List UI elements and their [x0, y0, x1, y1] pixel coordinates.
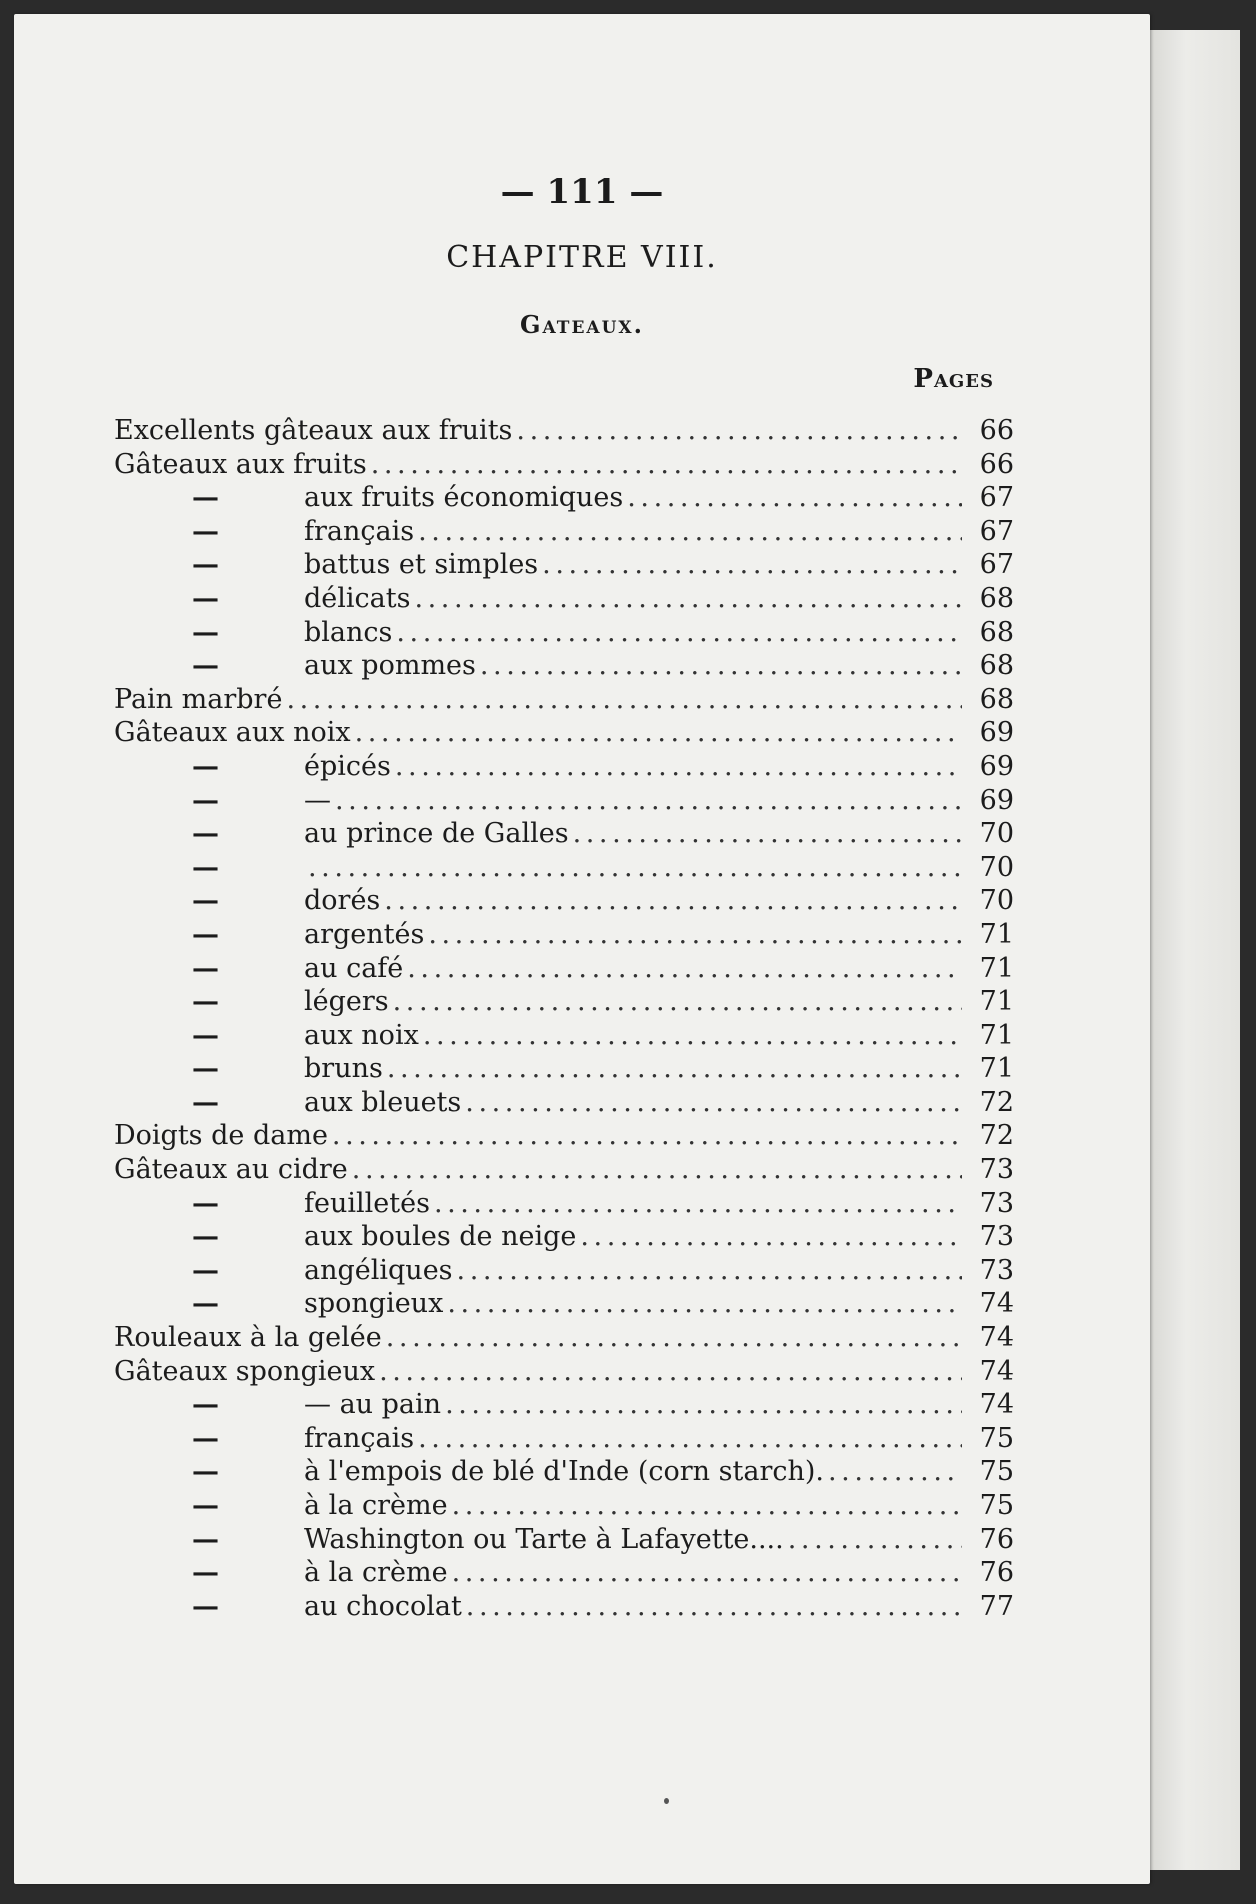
toc-entry [114, 582, 1014, 616]
toc-entry-label: français [304, 1422, 415, 1454]
toc-entry-label: bruns [304, 1053, 383, 1085]
toc-entry [114, 1422, 1014, 1456]
ditto-dash: — [192, 1053, 219, 1085]
dot-leader [573, 817, 962, 851]
toc-entry-page: 66 [979, 415, 1014, 446]
toc-entry-label: Pain marbré [114, 683, 283, 715]
dot-leader [447, 1287, 962, 1321]
dot-leader [387, 1052, 962, 1086]
dot-leader [355, 716, 962, 750]
toc-entry-label: français [304, 515, 415, 547]
book-page [14, 14, 1150, 1884]
dot-leader [434, 1187, 962, 1221]
toc-entry [114, 716, 1014, 750]
dot-leader [465, 1086, 962, 1120]
ditto-dash: — [192, 515, 219, 547]
toc-entry-label: légers [304, 986, 389, 1018]
toc-entry [114, 481, 1014, 515]
ditto-dash: — [192, 1456, 219, 1488]
toc-entry-label: spongieux [304, 1288, 444, 1320]
ditto-dash: — [192, 1288, 219, 1320]
toc-entry-label: feuilletés [304, 1187, 430, 1219]
toc-entry [114, 750, 1014, 784]
dot-leader [371, 448, 962, 482]
dot-leader [393, 985, 962, 1019]
ditto-dash: — [192, 1389, 219, 1421]
pages-column-header: Pages [913, 364, 994, 394]
toc-entry-page: 67 [979, 482, 1014, 514]
toc-entry [114, 918, 1014, 952]
dot-leader [384, 884, 962, 918]
dot-leader [457, 1254, 962, 1288]
toc-entry-label: Washington ou Tarte à Lafayette.... [304, 1523, 784, 1555]
page-number: — 111 — [500, 172, 664, 212]
toc-entry-label: dorés [304, 885, 381, 917]
toc-entry [114, 851, 1014, 885]
ditto-dash: — [192, 549, 219, 581]
toc-entry-page: 73 [979, 1221, 1014, 1253]
ditto-dash: — [192, 750, 219, 782]
toc-entry-page: 69 [979, 750, 1014, 782]
toc-entry-page: 74 [979, 1389, 1014, 1421]
toc-entry [114, 1254, 1014, 1288]
dot-leader [542, 548, 962, 582]
toc-entry [114, 649, 1014, 683]
toc-entry-page: 71 [979, 1019, 1014, 1051]
page-edge [1150, 30, 1240, 1870]
toc-entry [114, 1455, 1014, 1489]
toc-entry [114, 884, 1014, 918]
toc-entry-page: 73 [979, 1187, 1014, 1219]
dot-leader [466, 1590, 962, 1624]
toc-entry [114, 784, 1014, 818]
toc-entry-page: 71 [979, 986, 1014, 1018]
dot-leader [627, 481, 962, 515]
ditto-dash: — [192, 1590, 219, 1622]
toc-entry [114, 1153, 1014, 1187]
toc-entry-label: Gâteaux au cidre [114, 1154, 348, 1186]
toc-entry [114, 1355, 1014, 1389]
dot-leader [395, 750, 962, 784]
ditto-dash: — [192, 818, 219, 850]
dot-leader [423, 1019, 962, 1053]
toc-entry-label: angéliques [304, 1254, 453, 1286]
ditto-dash: — [192, 1019, 219, 1051]
toc-entry-page: 77 [979, 1590, 1014, 1622]
chapter-title: CHAPITRE VIII. [446, 240, 718, 275]
toc-entry [114, 616, 1014, 650]
toc-entry-label: — au pain [304, 1389, 442, 1421]
toc-entry-page: 67 [979, 515, 1014, 547]
toc-entry [114, 1556, 1014, 1590]
toc-entry-page: 70 [979, 818, 1014, 850]
toc-entry [114, 515, 1014, 549]
ditto-dash: — [192, 851, 219, 883]
toc-entry-page: 70 [979, 885, 1014, 917]
toc-entry-label: battus et simples [304, 549, 539, 581]
dot-leader [386, 1321, 962, 1355]
toc-entry-label: aux fruits économiques [304, 482, 624, 514]
toc-entry-page: 71 [979, 918, 1014, 950]
section-title: Gateaux. [520, 310, 644, 339]
dot-leader [352, 1153, 962, 1187]
toc-entry-page: 68 [979, 616, 1014, 648]
toc-entry-label: aux pommes [304, 650, 476, 682]
dot-leader [414, 582, 962, 616]
ditto-dash: — [192, 1490, 219, 1521]
dot-leader [335, 784, 962, 818]
dot-leader [452, 1489, 962, 1523]
toc-entry [114, 1489, 1014, 1523]
ditto-dash: — [192, 582, 219, 614]
toc-entry [114, 1523, 1014, 1557]
toc-entry [114, 817, 1014, 851]
toc-entry-page: 72 [979, 1120, 1014, 1152]
ditto-dash: — [192, 885, 219, 917]
toc-entry-label: argentés [304, 918, 425, 950]
toc-entry-page: 71 [979, 1053, 1014, 1085]
toc-entry-label: à la crème [304, 1490, 448, 1521]
dot-leader [407, 952, 962, 986]
toc-entry-label: Doigts de dame [114, 1120, 328, 1152]
toc-entry-page: 68 [979, 650, 1014, 682]
toc-entry-page: 69 [979, 717, 1014, 749]
toc-entry-page: 66 [979, 448, 1014, 480]
toc-entry [114, 1052, 1014, 1086]
dot-leader [396, 616, 962, 650]
ditto-dash: — [192, 784, 219, 816]
ditto-dash: — [192, 1187, 219, 1219]
toc-entry-page: 75 [979, 1490, 1014, 1521]
dot-leader [445, 1388, 962, 1422]
toc-entry-page: 68 [979, 582, 1014, 614]
dot-leader [418, 1422, 962, 1456]
paper-speck [664, 1798, 669, 1804]
dot-leader [418, 515, 962, 549]
page-content [14, 14, 1150, 1884]
toc-entry [114, 1187, 1014, 1221]
toc-entry [114, 1321, 1014, 1355]
ditto-dash: — [192, 918, 219, 950]
toc-entry-label: — [304, 784, 331, 816]
toc-entry-label: délicats [304, 582, 411, 614]
dot-leader [452, 1556, 962, 1590]
toc-entry [114, 1287, 1014, 1321]
toc-entry [114, 683, 1014, 717]
toc-entry-label: au café [304, 952, 404, 984]
dot-leader [286, 683, 962, 717]
toc-entry [114, 1590, 1014, 1624]
dot-leader [828, 1455, 962, 1489]
dot-leader [480, 649, 962, 683]
toc-entry-label: aux boules de neige [304, 1221, 577, 1253]
ditto-dash: — [192, 616, 219, 648]
toc-entry-label: Gâteaux aux noix [114, 717, 351, 749]
ditto-dash: — [192, 482, 219, 514]
toc-entry-page: 76 [979, 1557, 1014, 1589]
toc-entry [114, 1086, 1014, 1120]
ditto-dash: — [192, 1557, 219, 1589]
toc-entry-label: au chocolat [304, 1590, 462, 1622]
toc-entry-page: 69 [979, 784, 1014, 816]
toc-entry-label: blancs [304, 616, 393, 648]
toc-entry [114, 1119, 1014, 1153]
dot-leader [428, 918, 962, 952]
toc-entry-page: 68 [979, 683, 1014, 715]
toc-entry-label: Gâteaux aux fruits [114, 448, 367, 480]
ditto-dash: — [192, 986, 219, 1018]
toc-entry [114, 1388, 1014, 1422]
toc-entry-page: 74 [979, 1322, 1014, 1354]
ditto-dash: — [192, 1422, 219, 1454]
toc-entry-label: Gâteaux spongieux [114, 1355, 376, 1387]
toc-entry-page: 76 [979, 1523, 1014, 1555]
toc-entry-page: 75 [979, 1422, 1014, 1454]
toc-entry [114, 448, 1014, 482]
ditto-dash: — [192, 1523, 219, 1555]
toc-entry [114, 414, 1014, 448]
toc-entry-page: 73 [979, 1154, 1014, 1186]
toc-entry-page: 75 [979, 1456, 1014, 1488]
toc-entry [114, 1019, 1014, 1053]
toc-entry [114, 1220, 1014, 1254]
toc-entry-label: à l'empois de blé d'Inde (corn starch). [304, 1456, 824, 1488]
toc-entry-page: 73 [979, 1254, 1014, 1286]
toc-entry-page: 70 [979, 851, 1014, 883]
toc-entry [114, 985, 1014, 1019]
toc-entry-label: au prince de Galles [304, 818, 569, 850]
dot-leader [379, 1355, 962, 1389]
dot-leader [308, 851, 962, 885]
toc-entry-page: 67 [979, 549, 1014, 581]
toc-entry-label: à la crème [304, 1557, 448, 1589]
toc-entry-label: épicés [304, 750, 391, 782]
ditto-dash: — [192, 1086, 219, 1118]
ditto-dash: — [192, 1254, 219, 1286]
toc-entry-page: 72 [979, 1086, 1014, 1118]
toc-entry-page: 74 [979, 1288, 1014, 1320]
toc-entry [114, 952, 1014, 986]
toc-entry-page: 71 [979, 952, 1014, 984]
toc-entry-label: Excellents gâteaux aux fruits [114, 415, 513, 446]
table-of-contents [114, 414, 1014, 1623]
toc-entry [114, 548, 1014, 582]
toc-entry-page: 74 [979, 1355, 1014, 1387]
ditto-dash: — [192, 1221, 219, 1253]
dot-leader [580, 1220, 962, 1254]
toc-entry-label: aux noix [304, 1019, 419, 1051]
dot-leader [332, 1119, 962, 1153]
toc-entry-label: aux bleuets [304, 1086, 462, 1118]
ditto-dash: — [192, 952, 219, 984]
dot-leader [788, 1523, 962, 1557]
ditto-dash: — [192, 650, 219, 682]
dot-leader [516, 414, 962, 448]
toc-entry-label: Rouleaux à la gelée [114, 1322, 382, 1354]
